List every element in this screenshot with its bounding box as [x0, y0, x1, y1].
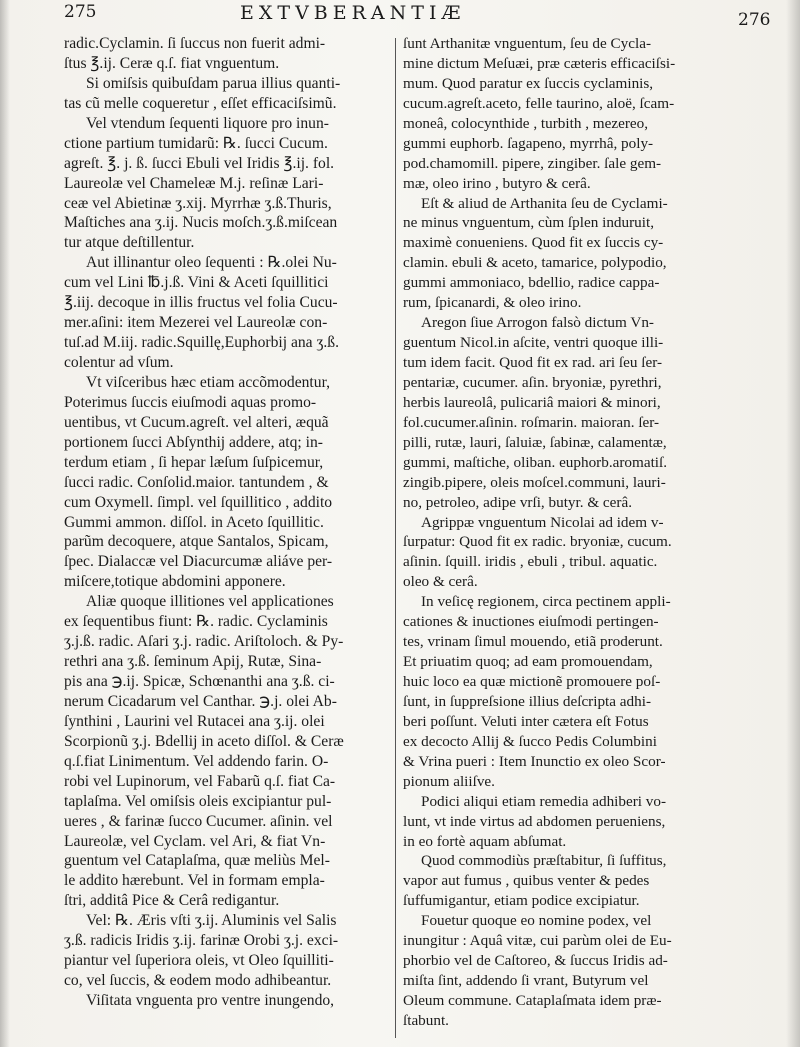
text-line: ſuffumigantur, etiam podice excipiatur. — [403, 892, 640, 910]
text-line: inungitur : Aquâ vitæ, cui parùm olei de Eu- — [403, 932, 672, 950]
text-line: Si omiſsis quibuſdam parua illius quanti- — [86, 74, 341, 92]
text-line: agreſt. ℥. j. ß. ſucci Ebuli vel Iridis ℥.ij. fol. — [64, 154, 335, 172]
text-line: le addito hærebunt. Vel in formam empla- — [64, 872, 325, 890]
text-line: mer.aſini: item Mezerei vel Laureolæ con- — [64, 314, 328, 332]
text-line: co, vel ſuccis, & eodem modo adhibeantur. — [64, 972, 332, 990]
text-line: pis ana ℈.ij. Spicæ, Schœnanthi ana ʒ.ß. ci- — [64, 673, 335, 690]
text-line: vapor aut fumus , quibus venter & pedes — [403, 872, 650, 890]
text-line: tas cũ melle coqueretur , eſſet efficaciſsimũ. — [64, 94, 337, 112]
text-line: lunt, vt inde virtus ad abdomen perueniens, — [403, 812, 666, 830]
text-line: Vel vtendum ſequenti liquore pro inun- — [86, 114, 329, 132]
text-line: rethri ana ʒ.ß. ſeminum Apij, Rutæ, Sina- — [64, 653, 322, 671]
text-line: portionem ſucci Abſynthij addere, atq; in- — [64, 433, 323, 451]
text-line: ueres , & farinæ ſucco Cucumer. aſinin. vel — [64, 812, 333, 830]
text-line: Eſt & aliud de Arthanita ſeu de Cyclami- — [421, 194, 668, 212]
text-line: ſpec. Dialaccæ vel Diacurcumæ aliáve per- — [64, 553, 333, 571]
text-line: tuſ.ad M.iij. radic.Squillę,Euphorbij ana ʒ.ß. — [64, 334, 339, 352]
text-line: Aliæ quoque illitiones vel applicationes — [86, 593, 334, 611]
text-line: guentum vel Cataplaſma, quæ meliùs Mel- — [64, 852, 330, 870]
text-line: Scorpionũ ʒ.j. Bdellij in aceto diſſol. & Ceræ — [64, 732, 344, 750]
text-line: terdum etiam , ſi hepar læſum ſuſpicemur, — [64, 453, 324, 471]
left-text-column — [64, 34, 399, 1039]
text-line: colentur ad vſum. — [64, 354, 174, 371]
text-line: Oleum commune. Cataplaſmata idem præ- — [403, 992, 662, 1009]
text-line: oleo & cerâ. — [403, 573, 478, 591]
text-line: uentibus, vt Cucum.agreſt. vel alteri, æquã — [64, 413, 329, 431]
text-line: ſunt, in ſuppreſsione illius deſcripta adhi- — [403, 692, 652, 710]
text-line: Poterimus ſuccis eiuſmodi aquas promo- — [64, 393, 317, 411]
text-line: clamin. ebuli & aceto, tamarice, polypodio, — [403, 254, 667, 272]
text-line: no, petroleo, adipe vrſi, butyr. & cerâ. — [403, 493, 633, 511]
text-line: & Vrina pueri : Item Inunctio ex oleo Scor- — [403, 752, 666, 770]
text-line: piantur vel ſuperiora oleis, vt Oleo ſquilliti- — [64, 952, 334, 970]
text-line: Aut illinantur oleo ſequenti : ℞.olei Nu- — [86, 254, 337, 272]
text-line: ſurpatur: Quod fit ex radic. bryoniæ, cucum. — [403, 533, 672, 551]
text-line: moneâ, colocynthide , turbith , mezereo, — [403, 114, 649, 132]
text-line: ſtri, additâ Pice & Cerâ redigantur. — [64, 892, 280, 910]
text-line: in eo fortè aquam abſumat. — [403, 832, 567, 850]
text-line: miſta ſint, addendo ſi vrant, Butyrum vel — [403, 972, 649, 990]
text-line: cationes & inuctiones eiuſmodi pertingen- — [403, 613, 659, 631]
text-line: Podici aliqui etiam remedia adhiberi vo- — [421, 792, 667, 810]
text-line: ex decocto Allij & ſucco Pedis Columbini — [403, 732, 657, 750]
text-line: ſtus ℥.ij. Ceræ q.ſ. fiat vnguentum. — [64, 54, 280, 72]
text-line: pod.chamomill. pipere, zingiber. ſale gem- — [403, 154, 662, 172]
text-line: zingib.pipere, oleis moſcel.communi, lauri- — [403, 473, 666, 491]
text-line: cum Oxymell. ſimpl. vel ſquillitico , addito — [64, 493, 333, 511]
text-line: q.ſ.fiat Linimentum. Vel addendo farin. O- — [64, 752, 329, 770]
text-line: Laureolæ vel Chameleæ M.j. reſinæ Lari- — [64, 174, 324, 192]
text-line: Maſtiches ana ʒ.ij. Nucis moſch.ʒ.ß.miſcean — [64, 214, 338, 232]
text-line: miſcere,totique abdomini apponere. — [64, 573, 286, 591]
text-line: ctione partium tumidarũ: ℞. ſucci Cucum. — [64, 134, 328, 152]
text-line: aſinin. ſquill. iridis , ebuli , tribul. aquatic. — [403, 553, 658, 571]
text-line: Gummi ammon. diſſol. in Aceto ſquillitic. — [64, 513, 324, 531]
text-line: guentum Nicol.in aſcite, ventri quoque illi- — [403, 334, 664, 352]
text-line: herbis laureolâ, pulicariâ maiori & minori, — [403, 393, 661, 411]
text-line: Et priuatim quoq; ad eam promouendam, — [403, 653, 653, 671]
text-line: rum, ſpicanardi, & oleo irino. — [403, 294, 582, 312]
text-line: ſynthini , Laurini vel Rutacei ana ʒ.ij. olei — [64, 712, 325, 730]
text-line: mæ, oleo irino , butyro & cerâ. — [403, 174, 591, 192]
running-title: EXTVBERANTIÆ — [240, 2, 466, 24]
text-line: pionum aliiſve. — [403, 772, 495, 790]
text-line: nerum Cicadarum vel Canthar. ℈.j. olei Ab- — [64, 692, 337, 710]
text-line: Fouetur quoque eo nomine podex, vel — [421, 912, 652, 930]
text-line: ne minus vnguentum, cùm ſplen induruit, — [403, 214, 654, 232]
text-line: ſunt Arthanitæ vnguentum, ſeu de Cycla- — [403, 35, 652, 52]
text-line: cucum.agreſt.aceto, felle taurino, aloë, ſcam- — [403, 94, 675, 112]
text-line: Viſitata vnguenta pro ventre inungendo, — [86, 992, 335, 1009]
text-line: tum idem facit. Quod fit ex rad. ari ſeu ſer- — [403, 354, 663, 371]
text-line: Laureolæ, vel Cyclam. vel Ari, & fiat Vn- — [64, 832, 326, 850]
text-line: Quod commodiùs præſtabitur, ſi ſuffitus, — [421, 852, 667, 870]
text-line: tur atque deſtillentur. — [64, 234, 195, 252]
text-line: mine dictum Meſuæi, præ cæteris efficaciſsi- — [403, 54, 676, 72]
text-line: Agrippæ vnguentum Nicolai ad idem v- — [421, 513, 664, 531]
text-line: ſtabunt. — [403, 1011, 449, 1029]
page-gutter-shadow — [0, 0, 10, 1047]
text-line: radic.Cyclamin. ſi ſuccus non fuerit admi- — [64, 35, 326, 52]
text-line: ex ſequentibus fiunt: ℞. radic. Cyclaminis — [64, 613, 328, 631]
text-line: robi vel Lupinorum, vel Fabarũ q.ſ. fiat Ca- — [64, 772, 336, 790]
text-line: parũm decoquere, atque Santalos, Spicam, — [64, 533, 329, 551]
text-line: pentariæ, cucumer. aſin. bryoniæ, pyrethri, — [403, 373, 662, 391]
text-line: Vt viſceribus hæc etiam accõmodentur, — [86, 373, 331, 391]
text-line: taplaſma. Vel omiſsis oleis excipiantur pul- — [64, 792, 332, 810]
text-line: gummi, maſtiche, oliban. euphorb.aromatiſ. — [403, 453, 668, 471]
folio-right: 276 — [738, 10, 771, 30]
text-line: ʒ.j.ß. radic. Aſari ʒ.j. radic. Ariſtoloch. & Py- — [64, 633, 344, 651]
column-divider-rule — [395, 38, 396, 1038]
running-header — [0, 0, 800, 34]
text-line: huic loco ea quæ mictionẽ promouere poſ- — [403, 673, 661, 690]
right-text-column — [403, 34, 738, 1039]
text-line: Vel: ℞. Æris vſti ʒ.ij. Aluminis vel Salis — [86, 912, 337, 930]
text-line: maximè conueniens. Quod fit ex ſuccis cy- — [403, 234, 664, 252]
text-line: gummi ammoniaco, bdellio, radice cappa- — [403, 274, 660, 292]
page-edge-shadow — [786, 0, 800, 1047]
text-line: phorbio vel de Caſtoreo, & ſuccus Iridis ad- — [403, 952, 668, 970]
text-line: ſucci radic. Conſolid.maior. tantundem , & — [64, 473, 329, 491]
text-line: pilli, rutæ, lauri, ſaluiæ, ſabinæ, calamentæ, — [403, 433, 667, 451]
text-line: mum. Quod paratur ex ſuccis cyclaminis, — [403, 74, 654, 92]
text-line: tes, vrinam ſimul mouendo, etiã proderunt. — [403, 633, 663, 651]
text-line: ceæ vel Abietinæ ʒ.xij. Myrrhæ ʒ.ß.Thuris, — [64, 194, 332, 212]
text-line: In veſicę regionem, circa pectinem appli- — [421, 593, 671, 611]
text-line: fol.cucumer.aſinin. roſmarin. maioran. ſer- — [403, 413, 660, 431]
folio-left: 275 — [64, 2, 97, 22]
text-line: ℥.iij. decoque in illis fructus vel folia Cucu- — [64, 294, 338, 312]
text-line: beri poſſunt. Veluti inter cætera eſt Fotus — [403, 712, 649, 730]
text-line: cum vel Lini ℔.j.ß. Vini & Aceti ſquillitici — [64, 274, 329, 292]
text-line: Aregon ſiue Arrogon falsò dictum Vn- — [421, 314, 654, 332]
text-line: ʒ.ß. radicis Iridis ʒ.ij. farinæ Orobi ʒ.j. exci- — [64, 932, 339, 950]
text-line: gummi euphorb. ſagapeno, myrrhâ, poly- — [403, 134, 654, 152]
